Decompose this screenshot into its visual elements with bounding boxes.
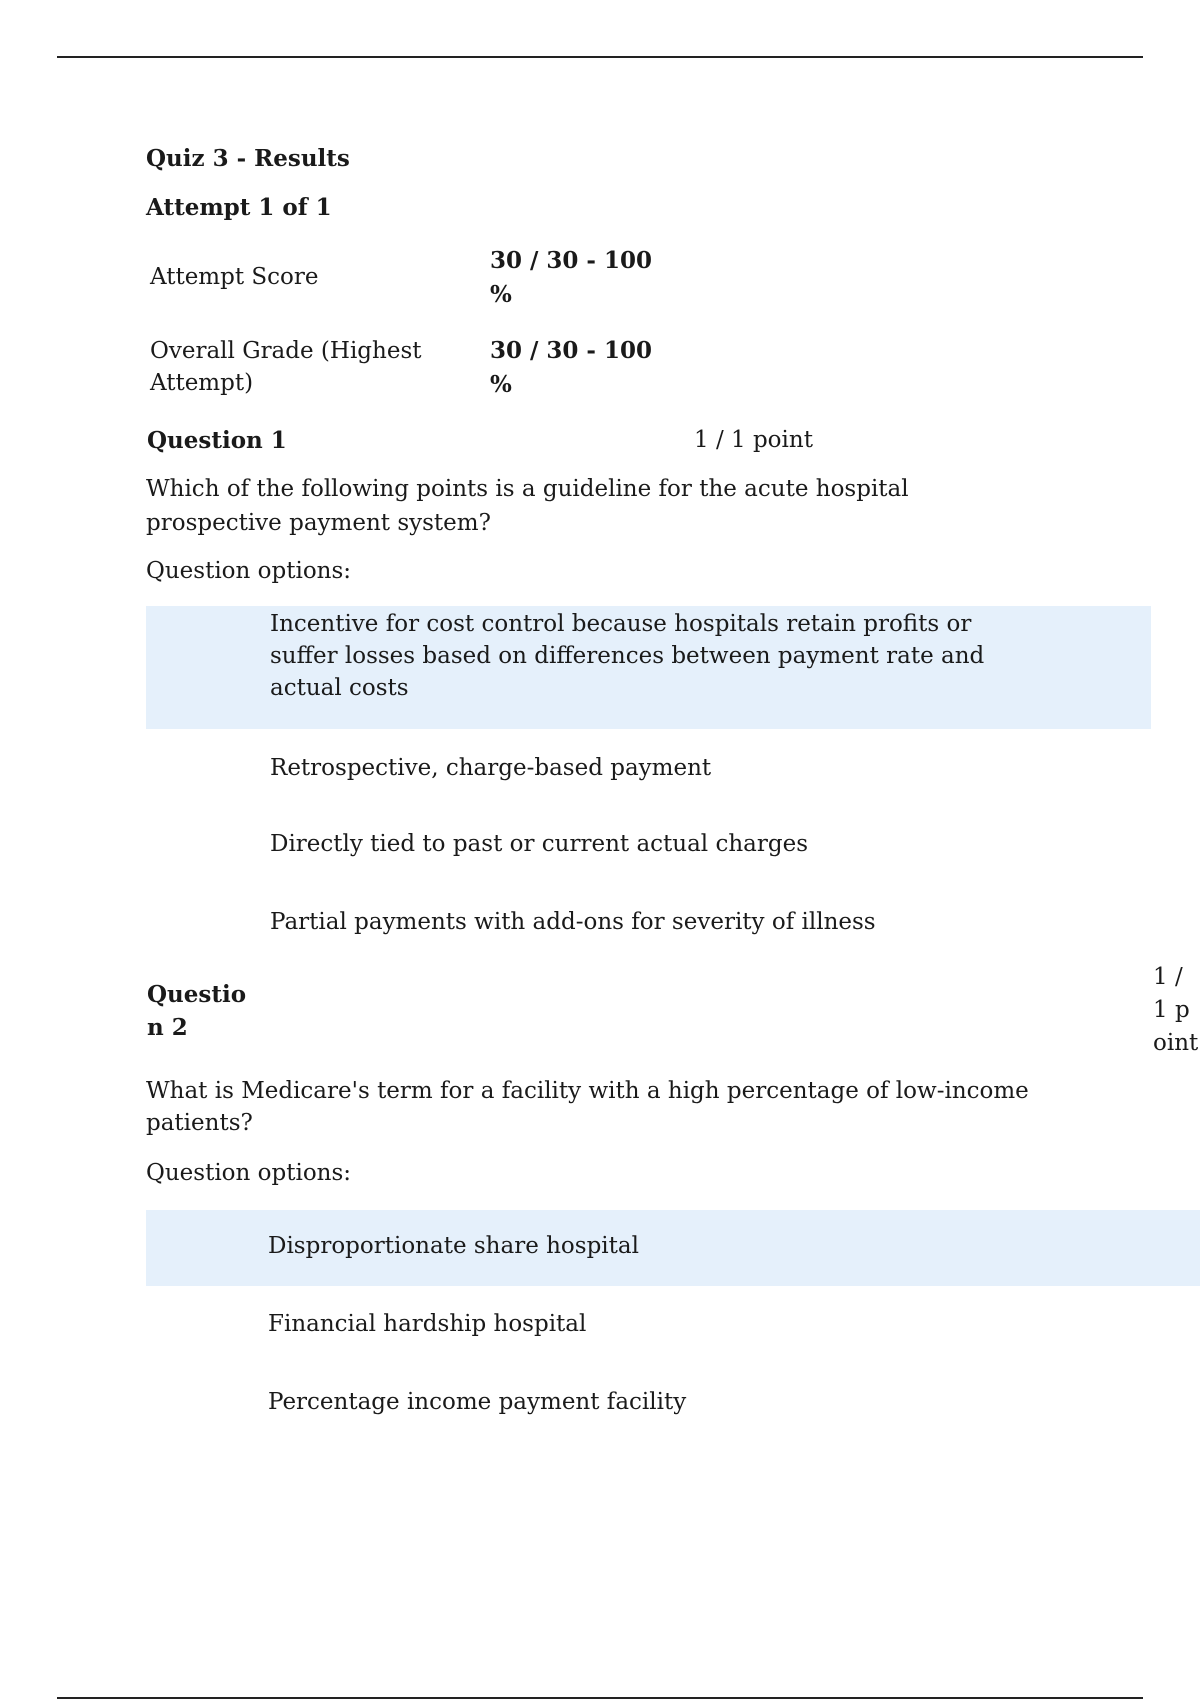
attempt-info: Attempt 1 of 1 [146, 194, 332, 221]
question-1-points: 1 / 1 point [694, 427, 813, 453]
question-1-option-1-row[interactable] [146, 606, 1151, 729]
question-1-option-3[interactable]: Directly tied to past or current actual charges [270, 831, 809, 857]
question-1-option-1: Incentive for cost control because hospitals retain profits or suffer losses based on differences between payment rate and actual costs [270, 611, 985, 701]
attempt-score-value: 30 / 30 - 100 % [490, 247, 652, 308]
question-2-option-2[interactable]: Financial hardship hospital [268, 1311, 587, 1337]
question-2-options-label: Question options: [146, 1160, 352, 1186]
question-1-option-2[interactable]: Retrospective, charge-based payment [270, 755, 712, 781]
overall-grade-value: 30 / 30 - 100 % [490, 337, 652, 398]
top-divider [57, 56, 1143, 58]
question-2-option-1: Disproportionate share hospital [268, 1233, 639, 1259]
page-title: Quiz 3 - Results [146, 145, 350, 172]
attempt-score-label: Attempt Score [150, 264, 319, 290]
overall-grade-label: Overall Grade (Highest Attempt) [150, 338, 422, 396]
question-2-text: What is Medicare's term for a facility with a high percentage of low-income patients? [146, 1078, 1029, 1136]
bottom-divider [57, 1697, 1143, 1699]
question-2-points: 1 / 1 point [1153, 964, 1199, 1056]
question-2-option-1-row[interactable] [146, 1210, 1200, 1286]
question-1-option-4[interactable]: Partial payments with add-ons for severity of illness [270, 909, 876, 935]
question-1-text: Which of the following points is a guideline for the acute hospital prospective payment system? [146, 476, 909, 536]
question-2-title: Question 2 [147, 981, 247, 1041]
question-2-option-3[interactable]: Percentage income payment facility [268, 1389, 687, 1415]
question-1-options-label: Question options: [146, 558, 352, 584]
question-1-title: Question 1 [147, 427, 287, 454]
